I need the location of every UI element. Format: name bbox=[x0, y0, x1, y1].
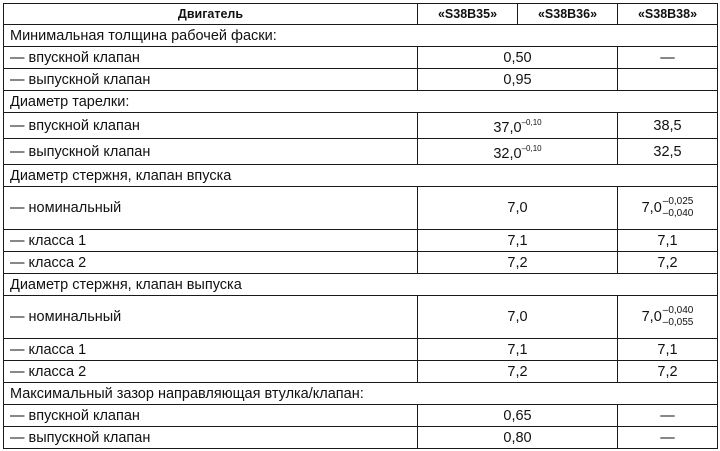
value-cell bbox=[618, 69, 718, 91]
value-cell: — bbox=[618, 427, 718, 449]
value-cell: 7,0 bbox=[418, 187, 618, 230]
value-text: 7,0 bbox=[641, 308, 662, 325]
value-cell bbox=[418, 113, 618, 139]
section-min-thickness: Минимальная толщина рабочей фаски: bbox=[4, 25, 718, 47]
table-row bbox=[4, 187, 718, 230]
row-label: — класса 1 bbox=[4, 339, 418, 361]
value-cell: 7,2 bbox=[618, 252, 718, 274]
tolerance-upper: –0,040 bbox=[662, 305, 694, 316]
header-row bbox=[4, 4, 718, 25]
header-s38b36: «S38B36» bbox=[518, 4, 618, 25]
row-label: — выпускной клапан bbox=[4, 139, 418, 165]
value-cell: 7,1 bbox=[618, 230, 718, 252]
tolerance-stack bbox=[663, 305, 694, 329]
row-label: — выпускной клапан bbox=[4, 69, 418, 91]
tolerance-stack bbox=[663, 196, 694, 220]
table-row bbox=[4, 339, 718, 361]
value-cell: — bbox=[618, 405, 718, 427]
header-engine: Двигатель bbox=[4, 4, 418, 25]
table-row bbox=[4, 361, 718, 383]
value-text: 7,0 bbox=[641, 199, 662, 216]
row-label: — номинальный bbox=[4, 187, 418, 230]
value-cell: 7,2 bbox=[418, 361, 618, 383]
section-row bbox=[4, 383, 718, 405]
value-cell: — bbox=[618, 47, 718, 69]
value-cell bbox=[418, 139, 618, 165]
section-row bbox=[4, 274, 718, 296]
row-label: — класса 1 bbox=[4, 230, 418, 252]
value-cell: 32,5 bbox=[618, 139, 718, 165]
section-stem-exhaust: Диаметр стержня, клапан выпуска bbox=[4, 274, 718, 296]
table-row bbox=[4, 113, 718, 139]
table-row bbox=[4, 252, 718, 274]
tolerance-upper: –0,025 bbox=[662, 196, 694, 207]
value-cell: 38,5 bbox=[618, 113, 718, 139]
value-cell: 7,1 bbox=[618, 339, 718, 361]
valve-spec-table bbox=[3, 3, 718, 449]
value-cell: 0,80 bbox=[418, 427, 618, 449]
value-cell: 7,1 bbox=[418, 230, 618, 252]
tolerance-superscript: –0,10 bbox=[521, 118, 542, 127]
section-stem-intake: Диаметр стержня, клапан впуска bbox=[4, 165, 718, 187]
section-max-clearance: Максимальный зазор направляющая втулка/клапан: bbox=[4, 383, 718, 405]
value-cell: 0,65 bbox=[418, 405, 618, 427]
value-cell bbox=[618, 187, 718, 230]
value-cell bbox=[618, 296, 718, 339]
tolerance-superscript: –0,10 bbox=[521, 144, 542, 153]
row-label: — номинальный bbox=[4, 296, 418, 339]
value-text: 37,0 bbox=[493, 120, 522, 136]
row-label: — впускной клапан bbox=[4, 405, 418, 427]
tolerance-lower: –0,040 bbox=[662, 208, 694, 219]
table-row bbox=[4, 47, 718, 69]
value-text: 32,0 bbox=[493, 146, 522, 162]
row-label: — выпускной клапан bbox=[4, 427, 418, 449]
row-label: — класса 2 bbox=[4, 361, 418, 383]
section-row bbox=[4, 91, 718, 113]
table-row bbox=[4, 405, 718, 427]
section-disc-diameter: Диаметр тарелки: bbox=[4, 91, 718, 113]
value-cell: 7,1 bbox=[418, 339, 618, 361]
table-row bbox=[4, 139, 718, 165]
table-row bbox=[4, 69, 718, 91]
table-row bbox=[4, 427, 718, 449]
header-s38b35: «S38B35» bbox=[418, 4, 518, 25]
value-cell: 0,95 bbox=[418, 69, 618, 91]
table-row bbox=[4, 296, 718, 339]
tolerance-lower: –0,055 bbox=[662, 317, 694, 328]
value-cell: 7,2 bbox=[418, 252, 618, 274]
row-label: — впускной клапан bbox=[4, 113, 418, 139]
value-cell: 7,0 bbox=[418, 296, 618, 339]
row-label: — впускной клапан bbox=[4, 47, 418, 69]
section-row bbox=[4, 165, 718, 187]
header-s38b38: «S38B38» bbox=[618, 4, 718, 25]
value-cell: 7,2 bbox=[618, 361, 718, 383]
section-row bbox=[4, 25, 718, 47]
row-label: — класса 2 bbox=[4, 252, 418, 274]
table-row bbox=[4, 230, 718, 252]
value-cell: 0,50 bbox=[418, 47, 618, 69]
